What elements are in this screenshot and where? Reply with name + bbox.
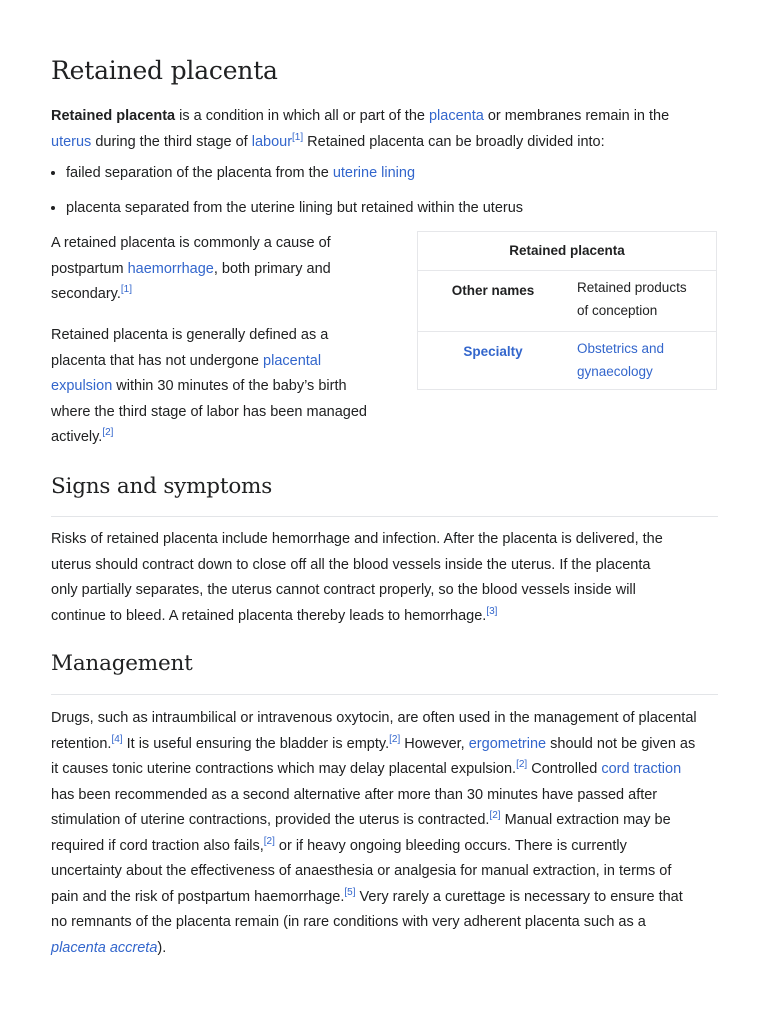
link-ergometrine[interactable]: ergometrine: [468, 735, 547, 752]
paragraph-text: It is useful ensuring the bladder is empty.: [122, 735, 390, 752]
list-item: [66, 196, 726, 221]
paragraph-text: Manual extraction may be: [500, 812, 671, 828]
paragraph-line: Retained placenta is generally defined as a: [51, 327, 329, 343]
reference-link[interactable]: [3]: [486, 605, 498, 617]
link-cord-traction[interactable]: cord traction: [601, 761, 682, 777]
paragraph-text: required if cord traction also fails,: [51, 837, 264, 854]
paragraph-line: uterus should contract down to close off all the blood vessels inside the uterus. If the placenta: [51, 556, 651, 573]
reference-link[interactable]: [1]: [120, 284, 132, 296]
infobox-value-line: of conception: [577, 302, 658, 318]
infobox-value-line: gynaecology: [577, 363, 653, 379]
paragraph-text: pain and the risk of postpartum haemorrhage.: [51, 888, 345, 905]
paragraph-text: placenta that has not undergone: [51, 352, 264, 369]
intro-text: or membranes remain in the: [483, 108, 670, 124]
link-placenta-accreta-text: placenta accreta: [51, 939, 158, 956]
link-placenta[interactable]: placenta: [428, 108, 484, 124]
infobox-title: Retained placenta: [418, 232, 716, 271]
paragraph-text: retention.: [51, 735, 112, 752]
list-item-text: failed separation of the placenta from the: [66, 165, 333, 181]
intro-text: Retained placenta can be broadly divided into:: [303, 133, 605, 150]
paragraph-line: where the third stage of labor has been managed: [51, 403, 367, 420]
paragraph-text: within 30 minutes of the baby’s birth: [112, 378, 347, 394]
reference-link[interactable]: [2]: [489, 810, 501, 822]
link-placenta-accreta[interactable]: [51, 940, 157, 956]
paragraph-text: should not be given as: [546, 735, 696, 752]
link-uterine-lining[interactable]: uterine lining: [332, 165, 416, 181]
management-paragraph: [51, 706, 718, 961]
reference-link[interactable]: [4]: [111, 733, 123, 745]
cause-paragraph: [51, 231, 391, 308]
list-item-text: placenta separated from the uterine lining but retained within the uterus: [66, 200, 524, 216]
paragraph-line: Drugs, such as intraumbilical or intravenous oxytocin, are often used in the management of placental: [51, 710, 697, 726]
paragraph-line: no remnants of the placenta remain (in rare conditions with very adherent placenta such as a: [51, 914, 646, 930]
infobox-row: [418, 332, 716, 390]
definition-paragraph: [51, 323, 391, 451]
page-title: Retained placenta: [51, 56, 278, 85]
intro-bold-term: Retained placenta: [51, 108, 176, 124]
intro-paragraph: [51, 104, 718, 155]
link-obstetrics-gynaecology[interactable]: [577, 338, 712, 383]
link-placental-expulsion[interactable]: placental: [263, 352, 322, 369]
link-haemorrhage[interactable]: haemorrhage: [127, 260, 214, 277]
infobox-value-line: Obstetrics and: [577, 341, 665, 356]
section-divider: [51, 694, 718, 695]
reference-link[interactable]: [2]: [263, 835, 275, 847]
reference-link[interactable]: [2]: [102, 427, 114, 439]
infobox-value-line: Retained products: [577, 280, 687, 295]
infobox-value: [577, 277, 712, 322]
intro-text: is a condition in which all or part of the: [175, 108, 429, 124]
paragraph-text: ).: [157, 939, 167, 956]
paragraph-line: uncertainty about the effectiveness of anaesthesia or analgesia for manual extraction, in terms of: [51, 863, 672, 879]
section-heading-management: Management: [51, 651, 193, 676]
link-placental-expulsion[interactable]: expulsion: [51, 378, 113, 394]
paragraph-text: However,: [400, 735, 469, 752]
division-list: [51, 161, 726, 221]
section-divider: [51, 516, 718, 517]
paragraph-text: it causes tonic uterine contractions which may delay placental expulsion.: [51, 761, 517, 777]
paragraph-text: , both primary and: [213, 260, 331, 277]
paragraph-text: stimulation of uterine contractions, provided the uterus is contracted.: [51, 812, 490, 828]
reference-link[interactable]: [2]: [389, 733, 401, 745]
infobox: [417, 231, 717, 390]
paragraph-text: actively.: [51, 429, 103, 445]
list-item: [66, 161, 726, 186]
reference-link[interactable]: [5]: [344, 886, 356, 898]
paragraph-line: A retained placenta is commonly a cause of: [51, 235, 331, 251]
reference-link[interactable]: [2]: [516, 759, 528, 771]
link-specialty[interactable]: Specialty: [463, 344, 523, 359]
paragraph-text: Controlled: [527, 761, 602, 777]
link-labour[interactable]: labour: [251, 133, 293, 150]
reference-link[interactable]: [1]: [292, 131, 304, 143]
infobox-row: [418, 271, 716, 332]
signs-paragraph: [51, 527, 718, 629]
paragraph-line: has been recommended as a second alternative after more than 30 minutes have passed after: [51, 786, 658, 803]
intro-text: during the third stage of: [91, 133, 252, 150]
link-uterus[interactable]: uterus: [51, 133, 92, 150]
paragraph-text: secondary.: [51, 286, 121, 302]
paragraph-text: or if heavy ongoing bleeding occurs. There is currently: [274, 837, 627, 854]
paragraph-line: only partially separates, the uterus cannot contract properly, so the blood vessels inside will: [51, 582, 636, 598]
paragraph-text: continue to bleed. A retained placenta thereby leads to hemorrhage.: [51, 607, 487, 624]
paragraph-line: Risks of retained placenta include hemorrhage and infection. After the placenta is delivered, the: [51, 531, 663, 547]
infobox-label: Other names: [451, 283, 535, 298]
paragraph-text: postpartum: [51, 260, 128, 277]
section-heading-signs: Signs and symptoms: [51, 474, 273, 499]
paragraph-text: Very rarely a curettage is necessary to ensure that: [355, 888, 683, 905]
